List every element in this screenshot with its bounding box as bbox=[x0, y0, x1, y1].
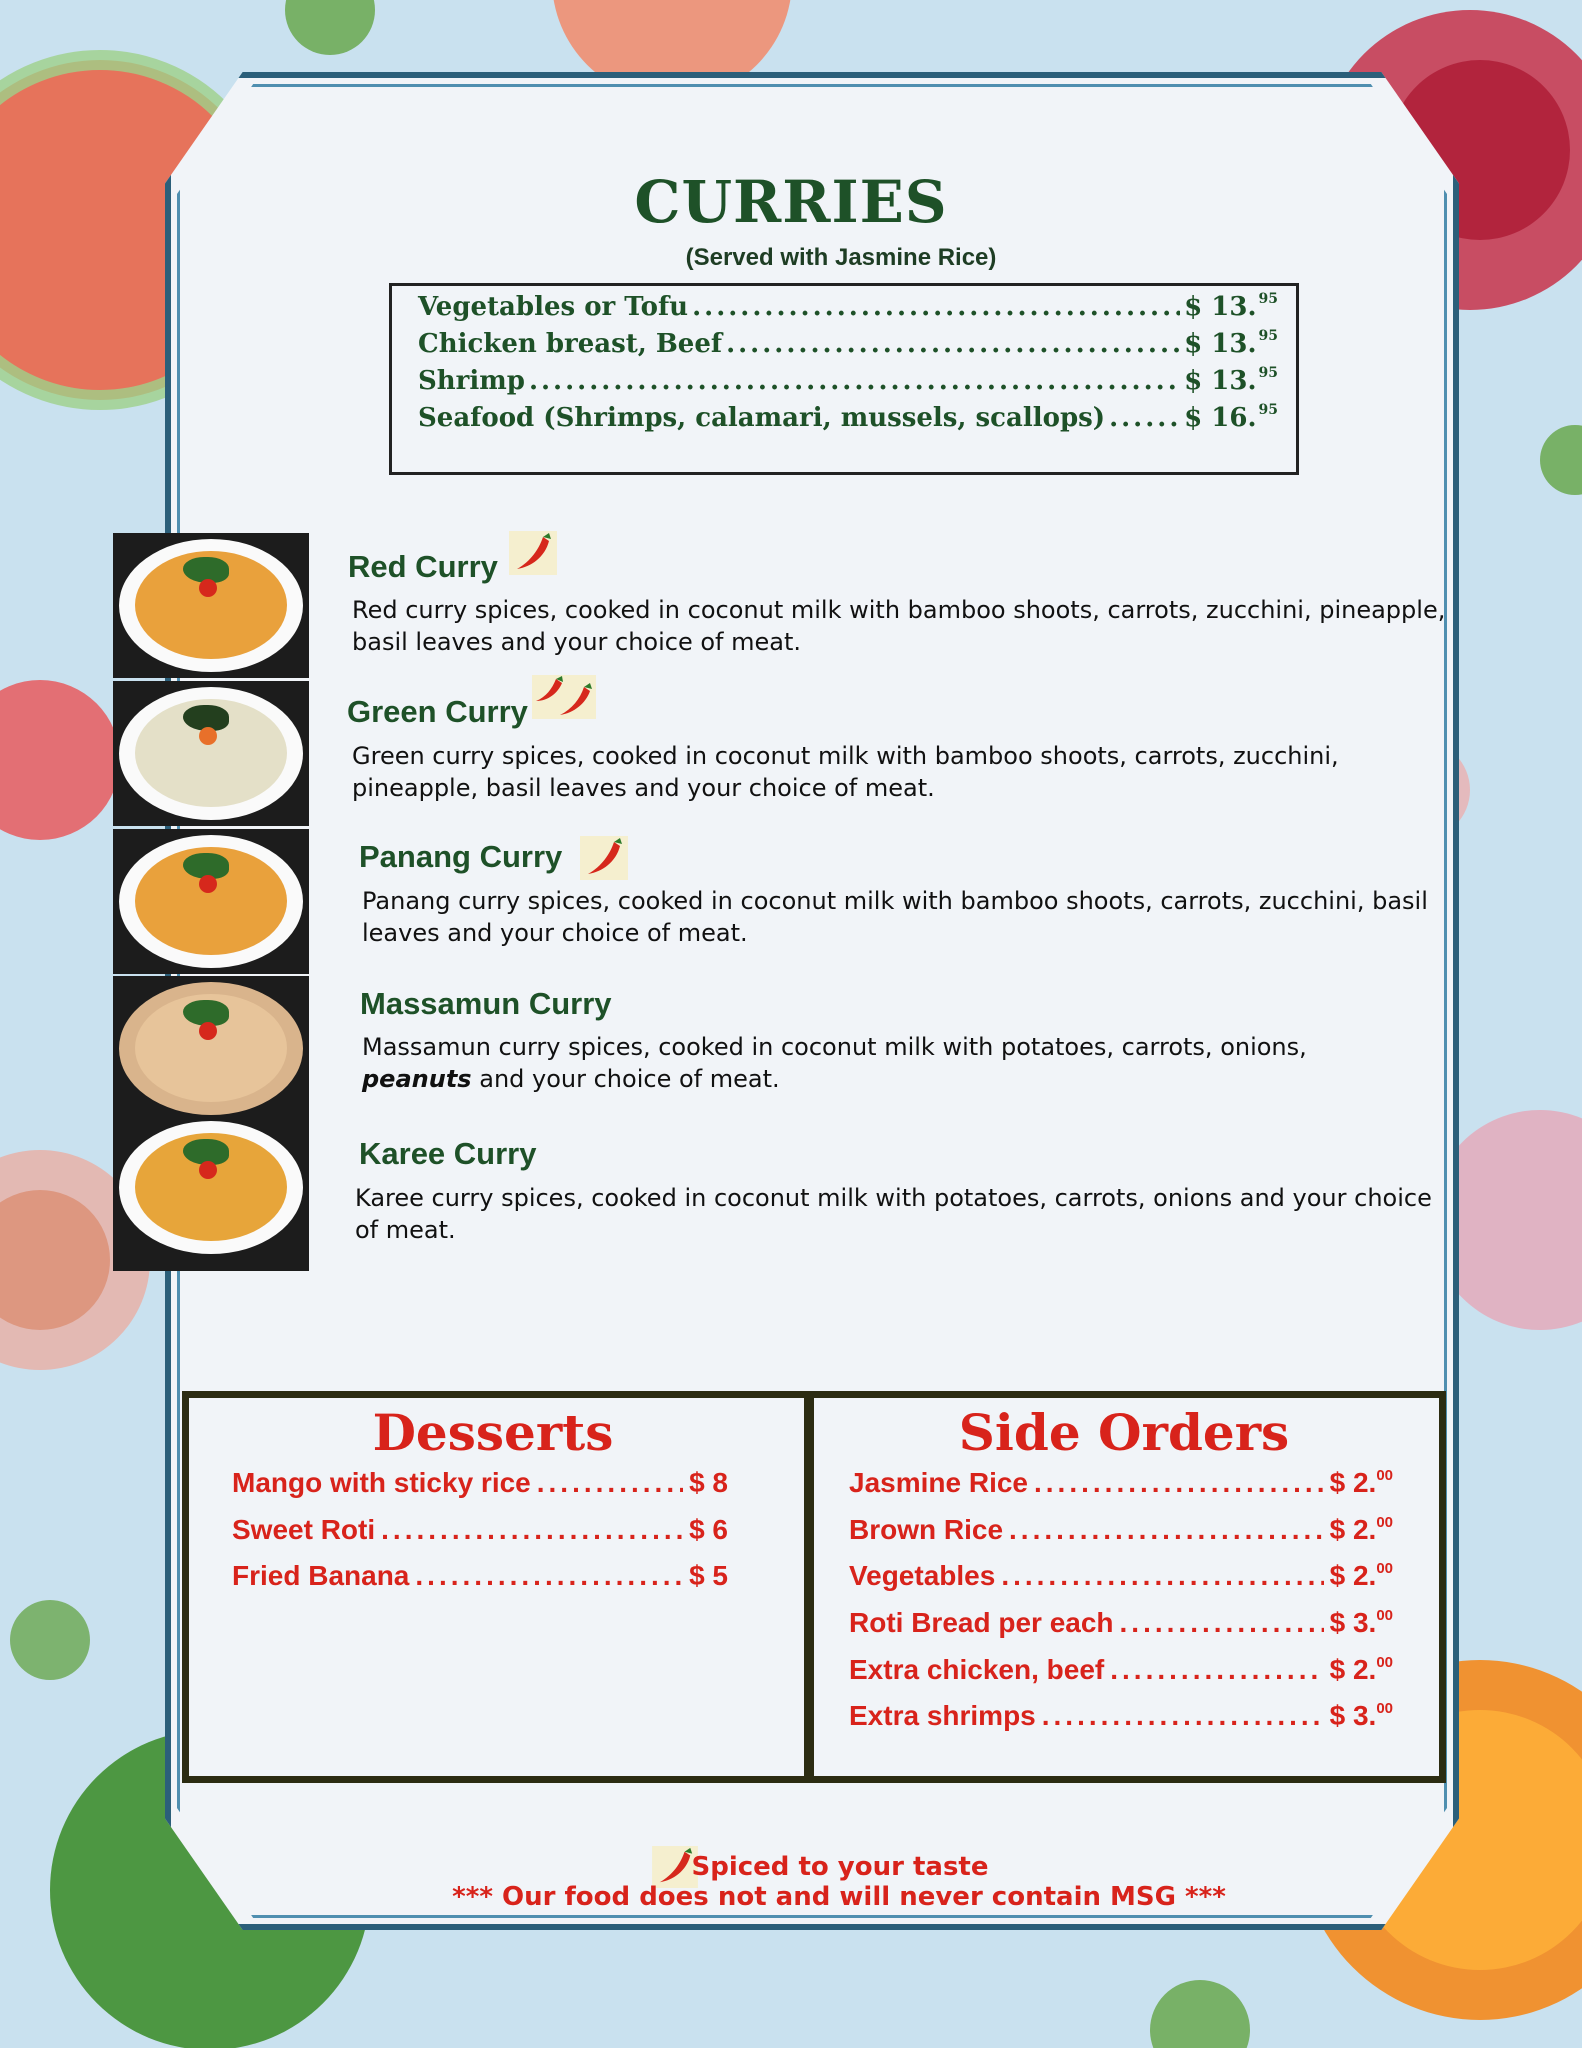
dot-leader bbox=[1109, 403, 1180, 433]
side-order-item: Extra shrimps ..... $ 3.00 bbox=[849, 1700, 1393, 1736]
section-divider bbox=[804, 1391, 814, 1783]
msg-note: *** Our food does not and will never contain MSG *** bbox=[452, 1882, 1226, 1912]
leaf-top bbox=[285, 0, 375, 55]
page-title: CURRIES bbox=[634, 168, 948, 236]
price-amount: $ 13. $^{95}$ bbox=[1184, 291, 1278, 322]
price-label: Seafood (Shrimps, calamari, mussels, scallops) bbox=[418, 403, 1106, 433]
price-amount: $ 13. $^{95}$ bbox=[1184, 365, 1278, 396]
dish-description: Karee curry spices, cooked in coconut milk with potatoes, carrots, onions and your choice of meat. bbox=[355, 1184, 1432, 1244]
spice-note: Spiced to your taste bbox=[691, 1852, 989, 1882]
page-subtitle: (Served with Jasmine Rice) bbox=[685, 244, 997, 271]
red-curry-photo bbox=[113, 533, 309, 678]
side-order-item: Roti Bread per each ..... $ 3.00 bbox=[849, 1607, 1393, 1643]
price-label: Shrimp bbox=[418, 366, 525, 396]
leaf-bottom bbox=[1150, 1980, 1250, 2048]
green-curry-photo bbox=[113, 681, 309, 826]
guava-left bbox=[0, 680, 120, 840]
side-order-item: Jasmine Rice ..... $ 2.00 bbox=[849, 1467, 1393, 1503]
dish-name-green-curry: Green Curry bbox=[347, 694, 528, 729]
price-row bbox=[418, 365, 1278, 399]
price-row bbox=[418, 291, 1278, 325]
dish-description: Panang curry spices, cooked in coconut milk with bamboo shoots, carrots, zucchini, basil leaves and your choice of meat. bbox=[362, 887, 1428, 947]
dish-description: Massamun curry spices, cooked in coconut milk with potatoes, carrots, onions, peanuts and your choice of meat. bbox=[362, 1033, 1307, 1093]
price-label: Chicken breast, Beef bbox=[418, 329, 723, 359]
allergen-emphasis: peanuts bbox=[362, 1065, 472, 1093]
desserts-title: Desserts bbox=[372, 1403, 614, 1462]
dish-name-red-curry: Red Curry bbox=[348, 549, 498, 584]
side-order-item: Vegetables ..... $ 2.00 bbox=[849, 1560, 1393, 1596]
dot-leader bbox=[692, 292, 1180, 322]
side-orders-title: Side Orders bbox=[958, 1403, 1290, 1462]
double-chili-icon bbox=[532, 675, 596, 719]
karee-curry-photo bbox=[113, 1115, 309, 1271]
price-row bbox=[418, 328, 1278, 362]
chili-icon bbox=[509, 531, 557, 575]
dish-description: Green curry spices, cooked in coconut milk with bamboo shoots, carrots, zucchini, pineapple, basil leaves and your choice of meat. bbox=[352, 742, 1339, 802]
price-label: Vegetables or Tofu bbox=[418, 292, 689, 322]
panang-curry-photo bbox=[113, 829, 309, 974]
leaf-bottom-left bbox=[10, 1600, 90, 1680]
dessert-item: Sweet Roti ..... $ 6 bbox=[232, 1514, 728, 1550]
dish-name-karee-curry: Karee Curry bbox=[359, 1136, 537, 1171]
dot-leader bbox=[726, 329, 1180, 359]
dessert-item: Fried Banana ..... $ 5 bbox=[232, 1560, 728, 1596]
dish-name-massamun-curry: Massamun Curry bbox=[360, 986, 612, 1021]
price-row bbox=[418, 402, 1278, 436]
leaf-right bbox=[1540, 425, 1582, 495]
dessert-item: Mango with sticky rice ..... $ 8 bbox=[232, 1467, 728, 1503]
dot-leader bbox=[529, 366, 1180, 396]
curry-price-box bbox=[389, 283, 1299, 475]
price-amount: $ 13. $^{95}$ bbox=[1184, 328, 1278, 359]
side-order-item: Brown Rice ..... $ 2.00 bbox=[849, 1514, 1393, 1550]
massamun-curry-photo bbox=[113, 976, 309, 1121]
price-amount: $ 16. $^{95}$ bbox=[1184, 402, 1278, 433]
side-order-item: Extra chicken, beef ..... $ 2.00 bbox=[849, 1654, 1393, 1690]
dish-description: Red curry spices, cooked in coconut milk with bamboo shoots, carrots, zucchini, pineapple, basil leaves and your choice of meat. bbox=[352, 596, 1446, 656]
dish-name-panang-curry: Panang Curry bbox=[359, 839, 563, 874]
chili-icon bbox=[580, 836, 628, 880]
